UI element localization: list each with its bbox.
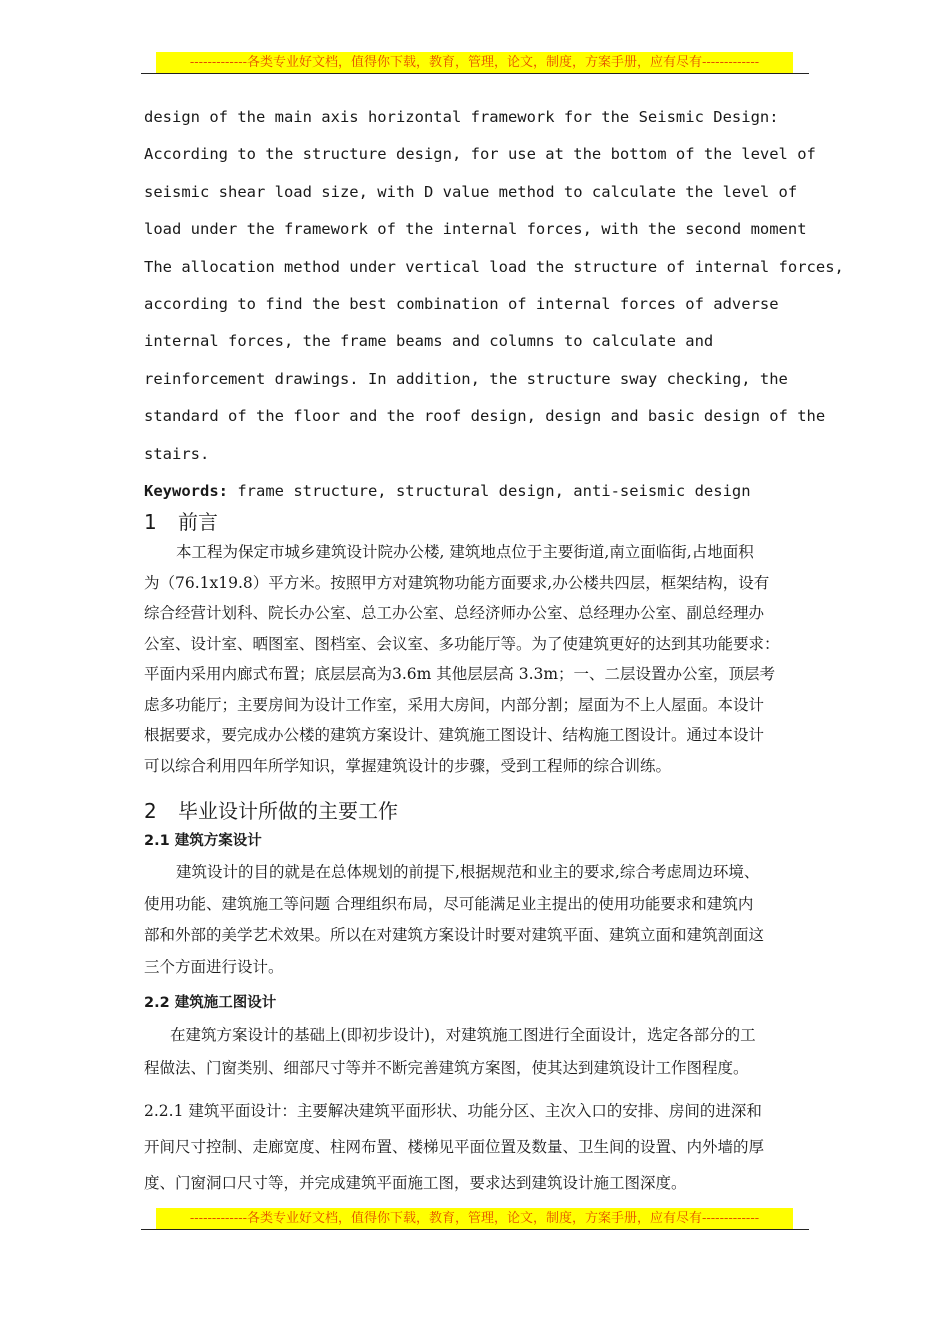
abstract-line: According to the structure design, for use at the bottom of the level of <box>144 145 816 164</box>
abstract-line: stairs. <box>144 444 210 463</box>
abstract-line: internal forces, the frame beams and columns to calculate and <box>144 332 714 351</box>
section-number: 2 <box>144 799 157 823</box>
paragraph-line: 平面内采用内廊式布置；底层层高为3.6m 其他层层高 3.3m；一、二层设置办公室，顶层考 <box>144 665 776 683</box>
abstract-line: load under the framework of the internal forces, with the second moment <box>144 220 807 239</box>
section-number: 1 <box>144 510 157 534</box>
paragraph-line: 虑多功能厅；主要房间为设计工作室，采用大房间，内部分割；屋面为不上人屋面。本设计 <box>144 695 765 714</box>
header-rule <box>141 73 809 74</box>
abstract-line: according to find the best combination of internal forces of adverse <box>144 294 779 313</box>
paragraph-line: 在建筑方案设计的基础上(即初步设计)，对建筑施工图进行全面设计，选定各部分的工 <box>170 1026 756 1044</box>
keywords-line <box>144 474 751 508</box>
keywords-value: frame structure, structural design, anti-seismic design <box>228 482 751 500</box>
section-2-heading <box>144 797 398 825</box>
paragraph-line: 可以综合利用四年所学知识，掌握建筑设计的步骤，受到工程师的综合训练。 <box>144 756 672 775</box>
paragraph-line: 公室、设计室、晒图室、图档室、会议室、多功能厅等。为了使建筑更好的达到其功能要求： <box>144 634 780 653</box>
section-1-paragraph <box>144 537 814 781</box>
abstract-line: The allocation method under vertical load the structure of internal forces, <box>144 257 844 276</box>
paragraph-line: 程做法、门窗类别、细部尺寸等并不断完善建筑方案图，使其达到建筑设计工作图程度。 <box>144 1059 749 1077</box>
footer-rule <box>141 1229 809 1230</box>
paragraph-line: 部和外部的美学艺术效果。所以在对建筑方案设计时要对建筑平面、建筑立面和建筑剖面这 <box>144 926 765 944</box>
paragraph-line: 建筑设计的目的就是在总体规划的前提下,根据规范和业主的要求,综合考虑周边环境、 <box>176 863 760 881</box>
paragraph-line: 为（76.1x19.8）平方米。按照甲方对建筑物功能方面要求,办公楼共四层，框架结构，设有 <box>144 573 770 592</box>
paragraph-line: 综合经营计划科、院长办公室、总工办公室、总经济师办公室、总经理办公室、副总经理办 <box>144 604 765 622</box>
section-title: 前言 <box>178 510 218 534</box>
subsection-2-2-paragraph <box>144 1019 814 1085</box>
paragraph-line: 开间尺寸控制、走廊宽度、柱网布置、楼梯见平面位置及数量、卫生间的设置、内外墙的厚 <box>144 1138 765 1156</box>
paragraph-line: 度、门窗洞口尺寸等，并完成建筑平面施工图，要求达到建筑设计施工图深度。 <box>144 1174 687 1192</box>
abstract-line: reinforcement drawings. In addition, the structure sway checking, the <box>144 369 788 388</box>
subsection-2-1-heading: 2.1 建筑方案设计 <box>144 833 262 849</box>
footer-banner: -------------各类专业好文档，值得你下载，教育，管理，论文，制度，方案手册，应有尽有------------- <box>156 1208 793 1229</box>
abstract-text <box>144 99 844 473</box>
subsection-2-2-heading: 2.2 建筑施工图设计 <box>144 995 277 1011</box>
paragraph-line: 本工程为保定市城乡建筑设计院办公楼, 建筑地点位于主要街道,南立面临街,占地面积 <box>176 543 754 561</box>
header-banner: -------------各类专业好文档，值得你下载，教育，管理，论文，制度，方案手册，应有尽有------------- <box>156 52 793 73</box>
section-title: 毕业设计所做的主要工作 <box>178 799 398 823</box>
subsection-2-2-1-paragraph <box>144 1093 814 1201</box>
abstract-line: standard of the floor and the roof design, design and basic design of the <box>144 407 826 426</box>
paragraph-line: 使用功能、建筑施工等问题 合理组织布局，尽可能满足业主提出的使用功能要求和建筑内 <box>144 894 754 913</box>
abstract-line: seismic shear load size, with D value method to calculate the level of <box>144 182 798 201</box>
section-1-heading <box>144 508 218 536</box>
abstract-line: design of the main axis horizontal framework for the Seismic Design: <box>144 108 779 126</box>
subsection-2-1-paragraph <box>144 857 814 983</box>
paragraph-line: 根据要求，要完成办公楼的建筑方案设计、建筑施工图设计、结构施工图设计。通过本设计 <box>144 726 765 744</box>
keywords-label: Keywords: <box>144 482 228 500</box>
paragraph-line: 2.2.1 建筑平面设计：主要解决建筑平面形状、功能分区、主次入口的安排、房间的进深和 <box>144 1102 762 1120</box>
paragraph-line: 三个方面进行设计。 <box>144 957 284 976</box>
